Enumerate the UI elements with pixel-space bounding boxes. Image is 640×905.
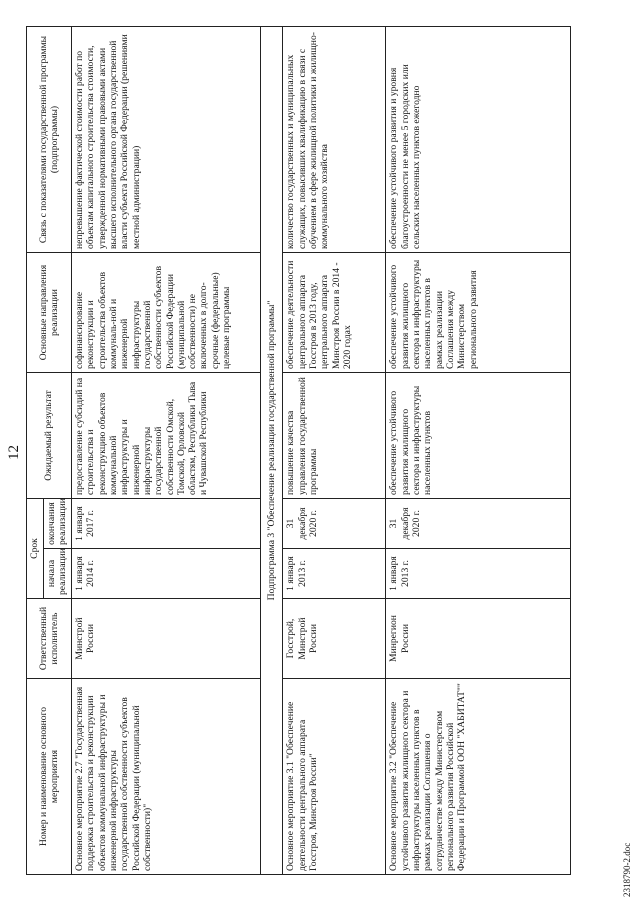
page-number: 12 [6, 445, 22, 460]
measure-result: предоставление субсидий на строительства и реконструкцию объектов коммунальной инфраструктуры и инженерной инфраструктуры государственной собственности Омской, Томской, Орловской областям, Республики Тыва и Чувашской Республики [72, 373, 261, 499]
measure-name: Основное мероприятие 2.7 "Государственная поддержка строительства и реконструкции объектов коммунальной инфраструктуры и инженерной инфраструктуры государственной собственности субъектов Российской Федерации (муниципальной собственности)" [72, 679, 261, 875]
header-result: Ожидаемый результат [27, 373, 72, 499]
header-start: начала реализации [43, 549, 71, 599]
measure-result: обеспечение устойчивого развития жилищного сектора и инфраструктуры населенных пунктов [386, 373, 571, 499]
measure-name: Основное мероприятие 3.2 "Обеспечение устойчивого развития жилищного сектора и инфраструктуры населенных пунктов в рамках реализации Соглашения о сотрудничестве между Министерством регионального развития Российской Федерации и Программой ООН "ХАБИТАТ"" [386, 679, 571, 875]
header-executor: Ответственный исполнитель [27, 599, 72, 679]
table-row [386, 27, 571, 875]
measure-end: 1 января 2017 г. [72, 499, 261, 549]
measure-executor: Минрегион России [386, 599, 571, 679]
measures-table [26, 26, 571, 875]
header-name: Номер и наименование основного мероприятия [27, 679, 72, 875]
header-end: окончания реализации [43, 499, 71, 549]
header-srok: Срок [27, 499, 44, 599]
header-directions: Основные направления реализации [27, 253, 72, 373]
header-row [27, 27, 44, 875]
measure-start: 1 января 2014 г. [72, 549, 261, 599]
measure-executor: Минстрой России [72, 599, 261, 679]
measure-end: 31 декабря 2020 г. [283, 499, 386, 549]
measure-directions: обеспечение деятельности центрального аппарата Госстроя в 2013 году, центрального аппарата Минстроя России в 2014 - 2020 годах [283, 253, 386, 373]
subprogram-row [261, 27, 283, 875]
measure-result: повышение качества управления государственной программы [283, 373, 386, 499]
document-id: 2318790-2.doc [622, 842, 632, 897]
measure-link: количество государственных и муниципальных служащих, повысивших квалификацию в связи с обучением в сфере жилищной политики и жилищно-коммунального хозяйства [283, 27, 386, 253]
measure-end: 31 декабря 2020 г. [386, 499, 571, 549]
measure-executor: Госстрой, Минстрой России [283, 599, 386, 679]
header-link: Связь с показателями государственной программы (подпрограммы) [27, 27, 72, 253]
measure-directions: обеспечение устойчивого развития жилищного сектора и инфраструктуры населенных пунктов в рамках реализации Соглашения между Министерством регионального развития [386, 253, 571, 373]
measure-name: Основное мероприятие 3.1 "Обеспечение деятельности центрального аппарата Госстроя, Минстроя России" [283, 679, 386, 875]
measure-link: обеспечение устойчивого развития и уровня благоустроенности не менее 5 городских или сельских населенных пунктов ежегодно [386, 27, 571, 253]
measure-start: 1 января 2013 г. [386, 549, 571, 599]
measure-link: непревышение фактической стоимости работ по объектам капитального строительства стоимости, утвержденной нормативными правовыми актами высшего исполнительного органа государственной власти субъекта Российской Федерации (решениями местной администрации) [72, 27, 261, 253]
table-row [72, 27, 261, 875]
measure-directions: софинансирование реконструкции и строительства объектов коммуналь-ной и инженерной инфраструктуры государственной собственности субъектов Российской Федерации (муниципальной собственности) не включенных в долго-срочные (федеральные) целевые программы [72, 253, 261, 373]
subprogram-title: Подпрограмма 3 "Обеспечение реализации государственной программы" [261, 27, 283, 875]
measure-start: 1 января 2013 г. [283, 549, 386, 599]
table-row [283, 27, 386, 875]
